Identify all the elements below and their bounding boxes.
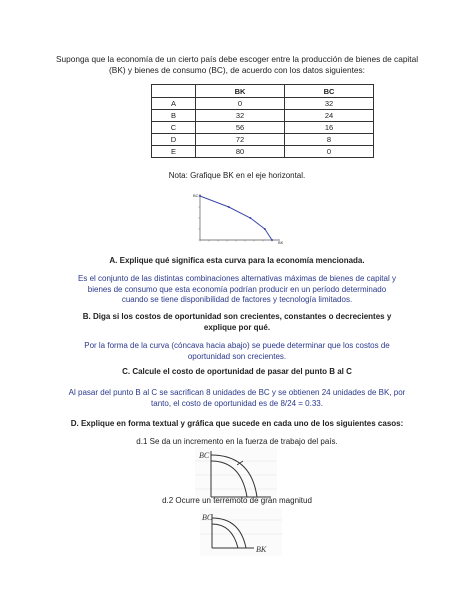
table-cell: C	[152, 122, 196, 134]
table-row	[152, 122, 374, 134]
answer-b-line: oportunidad son crecientes.	[187, 351, 287, 361]
question-d2-text: d.2 Ocurre un terremoto de gran magnitud	[162, 496, 312, 505]
intro-line-1: Suponga que la economía de un cierto país debe escoger entre la producción de bienes de capital	[55, 54, 419, 64]
answer-b	[0, 341, 474, 362]
table-cell: A	[152, 98, 196, 110]
ppf-curve	[200, 196, 272, 240]
question-d-title: D. Explique en forma textual y gráfica que sucede en cada uno de los siguientes casos:	[70, 419, 404, 428]
table-header-cell	[152, 85, 196, 98]
table-cell: 8	[285, 134, 374, 146]
table-cell: 0	[285, 146, 374, 158]
table-cell: 80	[196, 146, 285, 158]
ppf-point-D	[264, 228, 266, 230]
ppf-point-B	[228, 206, 230, 208]
answer-a	[0, 274, 474, 306]
question-b-line: B. Diga si los costos de oportunidad son crecientes, constantes o decrecientes y	[82, 312, 392, 321]
table-header-cell: BC	[285, 85, 374, 98]
table-cell: D	[152, 134, 196, 146]
table-row	[152, 134, 374, 146]
table-header-row	[152, 85, 374, 98]
table-header-cell: BK	[196, 85, 285, 98]
table-cell: 56	[196, 122, 285, 134]
sketch-d1	[195, 447, 277, 503]
table-cell: 24	[285, 110, 374, 122]
question-c-title: C. Calcule el costo de oportunidad de pasar del punto B al C	[122, 367, 352, 376]
intro-line-2: (BK) y bienes de consumo (BC), de acuerdo con los datos siguientes:	[109, 65, 365, 75]
question-b-title	[0, 311, 474, 333]
ppf-point-A	[199, 195, 201, 197]
answer-a-line: Es el conjunto de las distintas combinaciones alternativas máximas de bienes de capital y	[78, 274, 396, 283]
sketch-d2	[200, 508, 282, 556]
table-cell: B	[152, 110, 196, 122]
sketch-x-label: BK	[256, 545, 267, 554]
sketch-y-label: BC	[199, 451, 210, 460]
table-cell: 16	[285, 122, 374, 134]
ppf-point-C	[249, 217, 251, 219]
answer-a-line: bienes de consumo que esta economía podrían producir en un período determinado	[87, 284, 387, 294]
table-row	[152, 110, 374, 122]
x-axis-label: BK	[278, 240, 284, 245]
table-cell: E	[152, 146, 196, 158]
y-axis-label: BC	[193, 193, 199, 198]
question-a-title: A. Explique qué significa esta curva para la economía mencionada.	[109, 256, 365, 265]
table-cell: 0	[196, 98, 285, 110]
answer-c-line: Al pasar del punto B al C se sacrifican 8 unidades de BC y se obtienen 24 unidades de BK, por	[68, 388, 406, 397]
question-d1-text: d.1 Se da un incremento en la fuerza de trabajo del país.	[136, 437, 338, 446]
table-row	[152, 98, 374, 110]
answer-b-line: Por la forma de la curva (cóncava hacia abajo) se puede determinar que los costos de	[84, 341, 390, 350]
intro-paragraph	[0, 54, 474, 76]
table-row	[152, 146, 374, 158]
data-table	[151, 84, 374, 158]
answer-c-line: tanto, el costo de oportunidad es de 8/24 = 0.33.	[151, 398, 323, 408]
ppf-chart	[190, 190, 286, 248]
sketch-y-label: BC	[202, 513, 213, 522]
question-b-line: explique por qué.	[203, 323, 271, 332]
table-cell: 72	[196, 134, 285, 146]
ppf-point-E	[271, 239, 273, 241]
answer-c	[0, 388, 474, 409]
table-cell: 32	[196, 110, 285, 122]
answer-a-line: cuando se tiene disponibilidad de factores y tecnología limitados.	[121, 295, 353, 304]
table-cell: 32	[285, 98, 374, 110]
note-text: Nota: Grafique BK en el eje horizontal.	[168, 171, 306, 180]
